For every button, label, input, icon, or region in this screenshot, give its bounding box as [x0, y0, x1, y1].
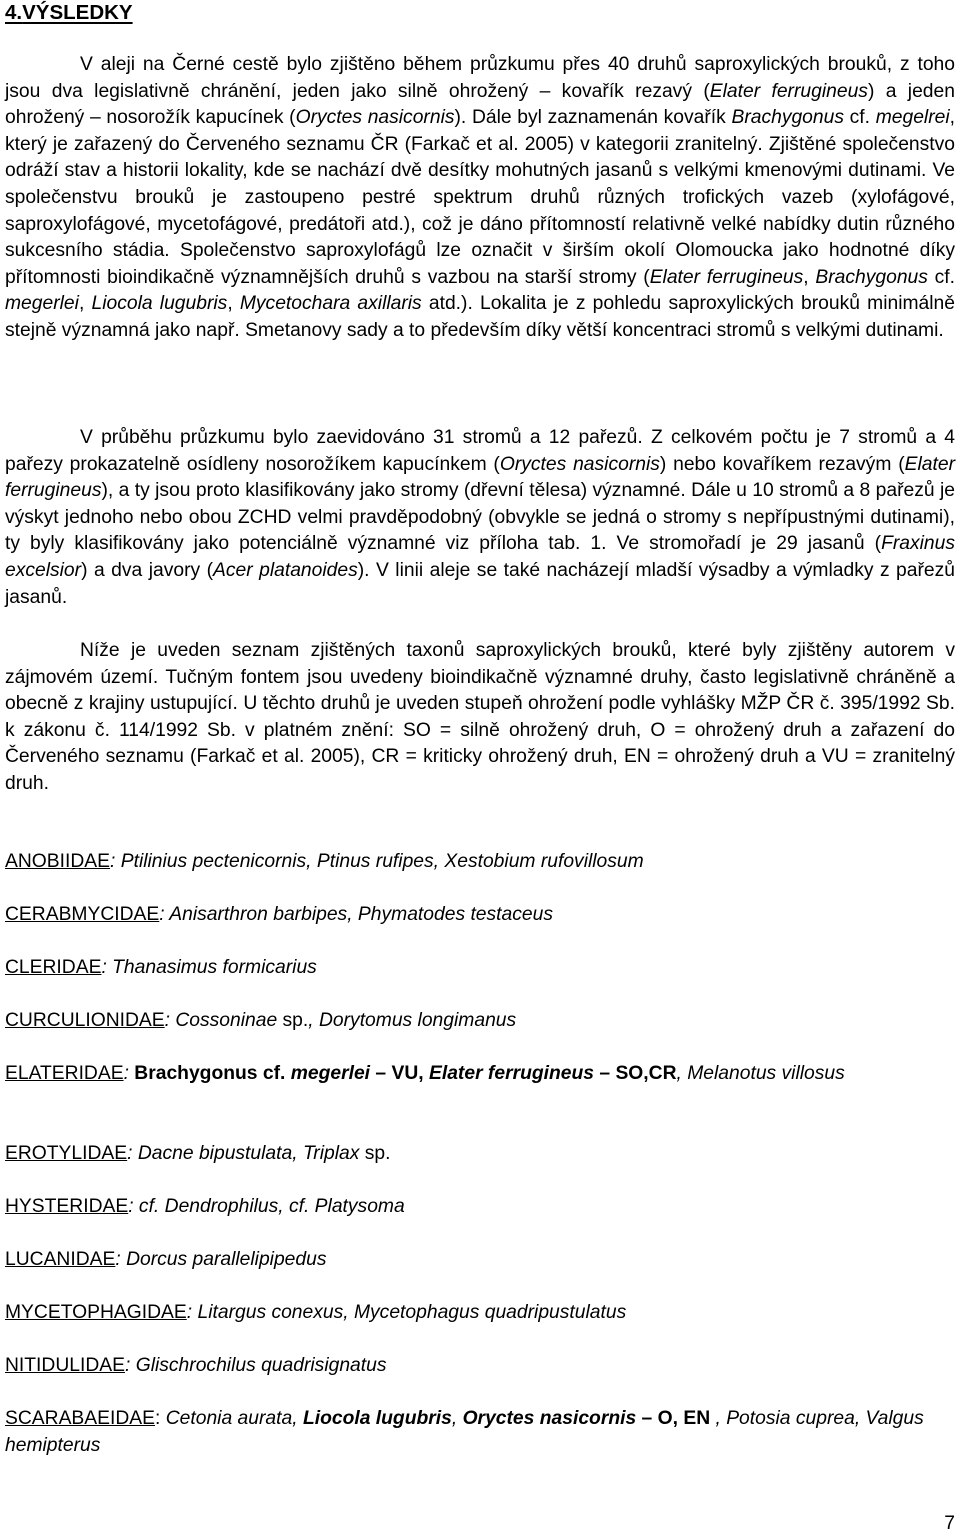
text-run: : [123, 1063, 135, 1084]
text-run: megerlei [290, 1063, 371, 1084]
species-entry [5, 1008, 955, 1035]
text-run: : Anisarthron barbipes, Phymatodes testaceus [159, 904, 553, 925]
text-run: VU, [391, 1063, 429, 1084]
family-name: CERABMYCIDAE [5, 904, 160, 925]
text-run: Oryctes nasicornis [462, 1408, 637, 1429]
section-heading [5, 1, 133, 25]
species-entry [5, 1141, 955, 1168]
text-run: ) a jeden ohrožený – nosorožík kapucínek ( [5, 80, 955, 129]
text-run: , [227, 293, 240, 315]
page-number: 7 [944, 1513, 955, 1534]
text-run: Brachygonus [815, 266, 928, 288]
text-run: , [803, 266, 816, 288]
species-entry [5, 1061, 955, 1088]
family-name: MYCETOPHAGIDAE [5, 1302, 187, 1323]
text-run: Fraxinus excelsior [5, 533, 955, 581]
section-number: 4. [5, 1, 23, 24]
text-run: Oryctes nasicornis [295, 107, 455, 129]
text-run: megelrei [875, 107, 950, 129]
text-run: Elater ferrugineus [709, 80, 868, 102]
text-run: Liocola lugubris [302, 1408, 452, 1429]
species-entry [5, 955, 955, 982]
text-run: : [155, 1408, 166, 1429]
paragraph-taxa-intro [5, 638, 955, 798]
text-run: : Cossoninae [164, 1010, 278, 1031]
text-run: ) nebo kovaříkem rezavým ( [659, 453, 905, 475]
text-run: Cetonia aurata, [165, 1408, 303, 1429]
text-run: megerlei [5, 293, 79, 315]
paragraph-results-intro [5, 52, 955, 345]
section-title: VÝSLEDKY [22, 1, 133, 24]
text-run: : Thanasimus formicarius [101, 957, 317, 978]
text-run: SO,CR [615, 1063, 677, 1084]
family-name: CURCULIONIDAE [5, 1010, 165, 1031]
text-run: cf. [257, 1063, 291, 1084]
text-run: Liocola lugubris [91, 293, 228, 315]
text-run: , Melanotus villosus [676, 1063, 845, 1084]
species-entry [5, 1247, 955, 1274]
text-run: ) a dva javory ( [81, 559, 214, 581]
text-run: sp. [359, 1143, 391, 1164]
text-run: ), a ty jsou proto klasifikovány jako stromy (dřevní tělesa) významné. Dále u 10 stromů a 8 pařezů je výskyt jednoho nebo obou ZCHD velmi pravděpodobný (obvykle se jedná o stromy s nepřípustnými dutinami), ty byly klasifikovány jako potenciálně významné viz příloha tab. 1. Ve stromořadí je 29 jasanů ( [5, 480, 955, 555]
text-run: , Potosia cuprea, Valgus hemipterus [5, 1408, 924, 1456]
family-name: SCARABAEIDAE [5, 1408, 156, 1429]
paragraph-tree-survey [5, 425, 955, 611]
family-name: LUCANIDAE [5, 1249, 116, 1270]
text-run: cf. [844, 107, 876, 129]
text-run: Oryctes nasicornis [499, 453, 660, 475]
text-run: , Dorytomus longimanus [308, 1010, 517, 1031]
text-run: ). V linii aleje se také nacházejí mladší výsadby a výmladky z pařezů jasanů. [5, 559, 955, 608]
species-entry [5, 849, 955, 876]
species-entry [5, 1406, 955, 1459]
family-name: ANOBIIDAE [5, 851, 111, 872]
text-run: atd.). Lokalita je z pohledu saproxylických brouků minimálně stejně významná jako např. Smetanovy sady a to především díky větší koncentraci stromů s velkými dutinami. [5, 293, 955, 341]
species-entry [5, 1300, 955, 1327]
text-run: – [370, 1063, 392, 1084]
text-run: sp. [277, 1010, 309, 1031]
text-run: , [451, 1408, 463, 1429]
text-run: – [594, 1063, 616, 1084]
text-run: : Glischrochilus quadrisignatus [125, 1355, 387, 1376]
text-run: V aleji na Černé cestě bylo zjištěno během průzkumu přes 40 druhů saproxylických brouků, z toho jsou dva legislativně chránění, jeden jako silně ohrožený – kovařík rezavý ( [5, 54, 955, 102]
family-name: CLERIDAE [5, 957, 102, 978]
text-run: : Dacne bipustulata, Triplax [127, 1143, 360, 1164]
text-run: : cf. Dendrophilus, cf. Platysoma [128, 1196, 405, 1217]
text-run: : Ptilinius pectenicornis, Ptinus rufipes, Xestobium rufovillosum [110, 851, 644, 872]
text-run: cf. [927, 266, 955, 288]
family-name: EROTYLIDAE [5, 1143, 128, 1164]
species-entry [5, 1194, 955, 1221]
text-run: – O, EN [636, 1408, 711, 1429]
text-run: Elater ferrugineus [649, 266, 804, 288]
species-entry [5, 1353, 955, 1380]
species-entry [5, 902, 955, 929]
text-run: Níže je uveden seznam zjištěných taxonů saproxylických brouků, které byly zjištěny autorem v zájmovém území. Tučným fontem jsou uvedeny bioindikačně významné druhy, často legislativně chráněně a obecně z krajiny ustupující. U těchto druhů je uveden stupeň ohrožení podle vyhlášky MŽP ČR č. 395/1992 Sb. k zákonu č. 114/1992 Sb. v platném znění: SO = silně ohrožený druh, O = ohrožený druh a zařazení do Červeného seznamu (Farkač et al. 2005), CR = kriticky ohrožený druh, EN = ohrožený druh a VU = zranitelný druh. [5, 640, 955, 794]
text-run: ). Dále byl zaznamenán kovařík [454, 107, 732, 129]
text-run: Mycetochara axillaris [239, 293, 422, 315]
family-name: NITIDULIDAE [5, 1355, 125, 1376]
text-run: : Litargus conexus, Mycetophagus quadripustulatus [186, 1302, 627, 1323]
text-run: , [78, 293, 92, 315]
text-run: Elater ferrugineus [428, 1063, 594, 1084]
family-name: HYSTERIDAE [5, 1196, 129, 1217]
text-run: V průběhu průzkumu bylo zaevidováno 31 stromů a 12 pařezů. Z celkovém počtu je 7 stromů a 4 pařezy prokazatelně osídleny nosorožíkem kapucínkem ( [5, 427, 955, 475]
text-run: Brachygonus [731, 107, 844, 129]
text-run: , který je zařazený do Červeného seznamu ČR (Farkač et al. 2005) v kategorii zranitelný. Zjištěné společenstvo odráží stav a historii lokality, kde se nachází dvě desítky mohutných jasanů s velkými kmenovými dutinami. Ve společenstvu brouků je zastoupeno pestré spektrum druhů různých trofických vazeb (xylofágové, saproxylofágové, mycetofágové, predátoři atd.), což je dáno přítomností relativně velké nabídky dutin různého sukcesního stádia. Společenstvo saproxylofágů lze označit v širším okolí Olomoucka jako hodnotné díky přítomnosti bioindikačně významnějších druhů s vazbou na starší stromy ( [5, 107, 955, 288]
text-run: : Dorcus parallelipipedus [115, 1249, 327, 1270]
text-run: Elater ferrugineus [5, 453, 955, 502]
family-name: ELATERIDAE [5, 1063, 124, 1084]
text-run: Brachygonus [134, 1063, 258, 1084]
text-run: Acer platanoides [213, 559, 358, 581]
